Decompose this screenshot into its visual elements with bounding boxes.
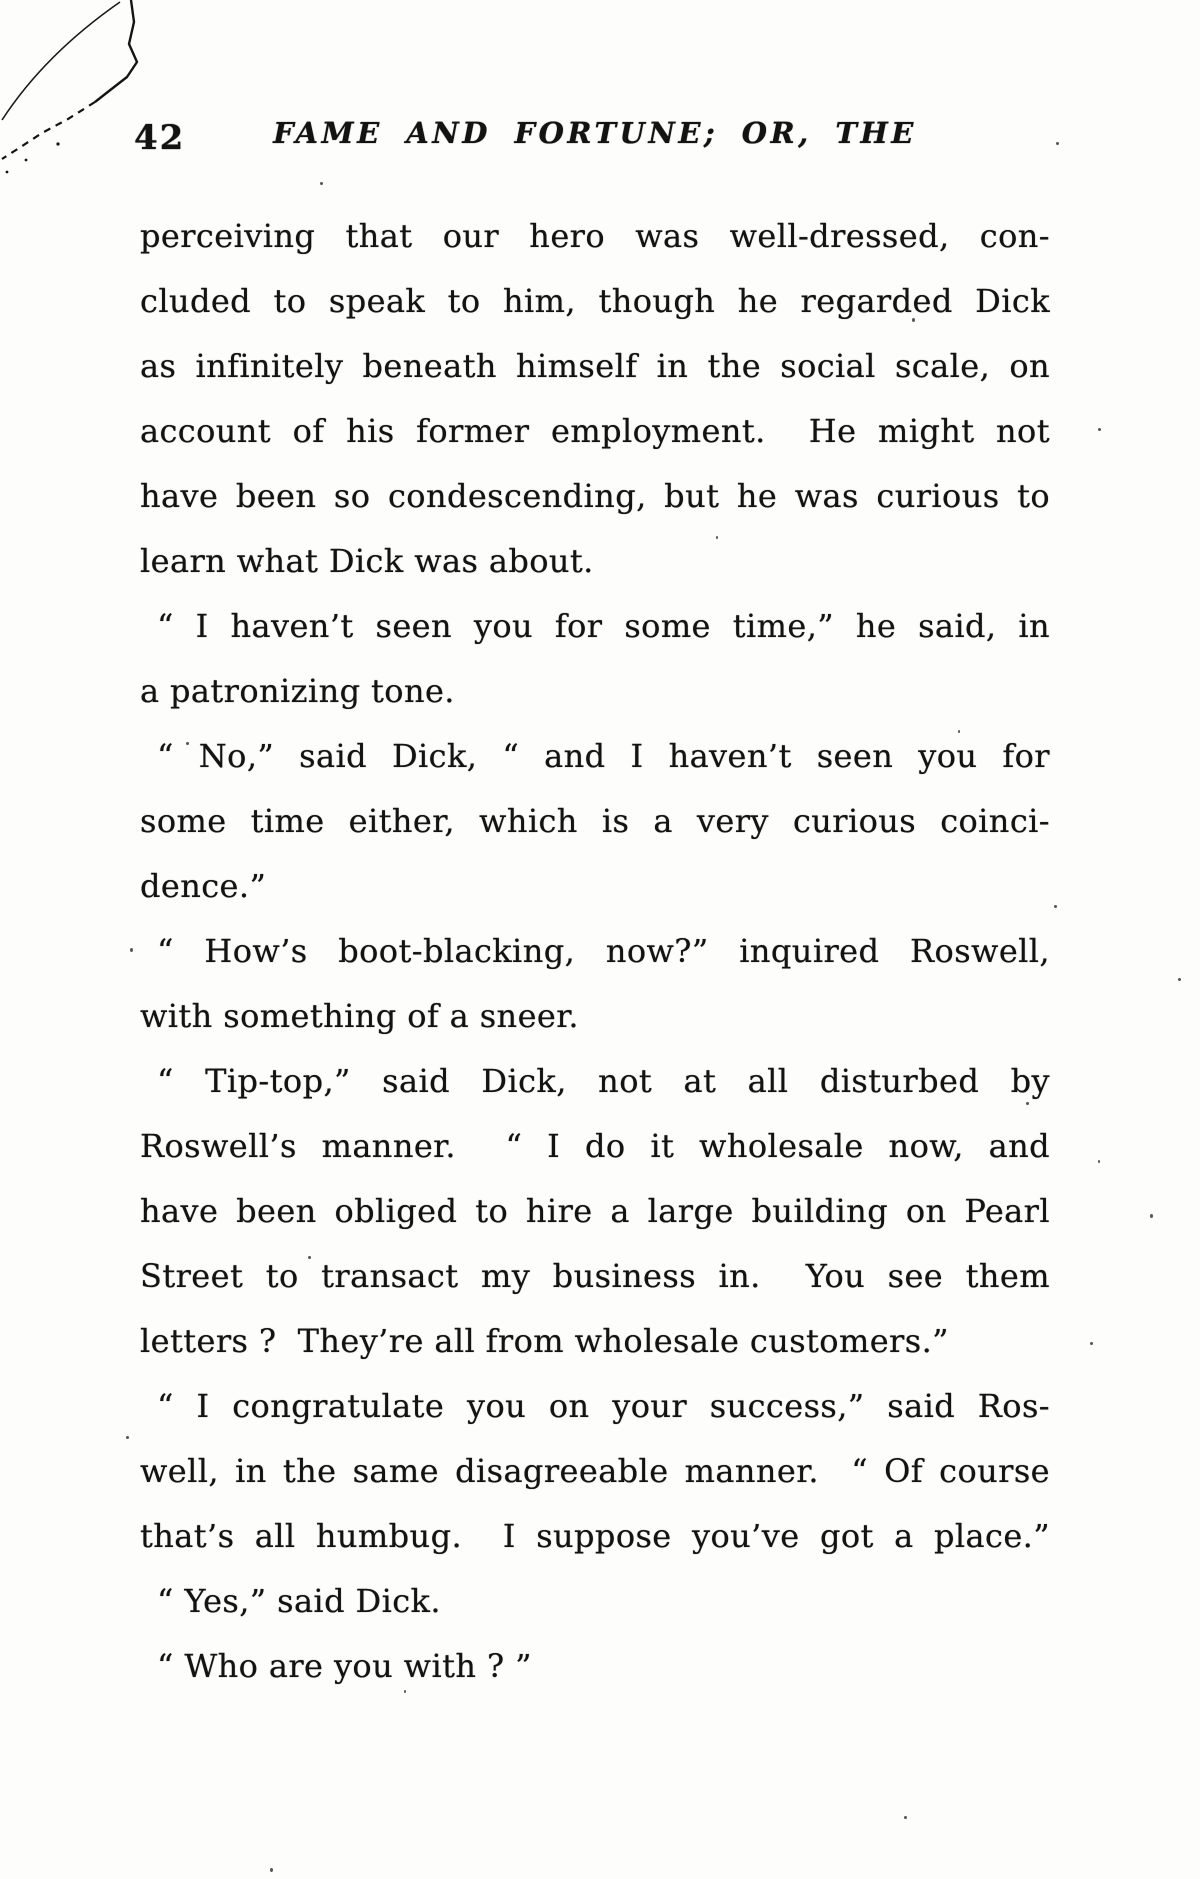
text-line: Roswell’s manner. “ I do it wholesale now, and — [140, 1127, 1050, 1165]
page-text — [140, 204, 1050, 1699]
dust-speck — [1150, 1214, 1153, 1218]
dust-speck — [270, 1868, 273, 1872]
text-line: cluded to speak to him, though he regarded Dick — [140, 282, 1050, 320]
paragraph — [140, 1569, 1050, 1634]
page-header — [134, 116, 1050, 160]
dust-speck — [1090, 1342, 1093, 1345]
dust-speck — [904, 1816, 907, 1819]
text-line: “ Who are you with ? ” — [157, 1647, 532, 1685]
dust-speck — [1054, 905, 1057, 908]
paragraph — [140, 724, 1050, 919]
text-line: Street to transact my business in. You see them — [140, 1257, 1050, 1295]
dust-speck — [1178, 978, 1181, 981]
paragraph — [140, 1049, 1050, 1374]
page-number: 42 — [134, 118, 186, 158]
text-line: “ Tip-top,” said Dick, not at all disturbed by — [157, 1062, 1050, 1100]
text-line: learn what Dick was about. — [140, 542, 594, 580]
text-line: “ I congratulate you on your success,” said Ros- — [157, 1387, 1050, 1425]
text-line: letters ? They’re all from wholesale customers.” — [140, 1322, 949, 1360]
paragraph — [140, 919, 1050, 1049]
paragraph — [140, 594, 1050, 724]
paragraph — [140, 1634, 1050, 1699]
dust-speck — [1056, 142, 1059, 145]
text-line: “ How’s boot-blacking, now?” inquired Roswell, — [157, 932, 1050, 970]
text-line: some time either, which is a very curious coinci- — [140, 802, 1050, 840]
text-line: account of his former employment. He might not — [140, 412, 1050, 450]
paragraph — [140, 1374, 1050, 1569]
text-line: have been obliged to hire a large building on Pearl — [140, 1192, 1050, 1230]
text-line: well, in the same disagreeable manner. “ Of course — [140, 1452, 1050, 1490]
paragraph — [140, 204, 1050, 594]
dust-speck — [126, 1436, 129, 1439]
text-line: dence.” — [140, 867, 267, 905]
dust-speck — [1098, 1160, 1100, 1163]
text-line: that’s all humbug. I suppose you’ve got a place.” — [140, 1517, 1050, 1555]
text-line: perceiving that our hero was well-dressed, con- — [140, 217, 1050, 255]
text-line: have been so condescending, but he was curious to — [140, 477, 1050, 515]
text-line: “ Yes,” said Dick. — [157, 1582, 441, 1620]
dust-speck — [1098, 428, 1101, 431]
dust-speck — [320, 182, 323, 185]
text-line: a patronizing tone. — [140, 672, 455, 710]
text-line: with something of a sneer. — [140, 997, 579, 1035]
text-line: “ I haven’t seen you for some time,” he said, in — [157, 607, 1050, 645]
text-line: as infinitely beneath himself in the social scale, on — [140, 347, 1050, 385]
running-title: FAME AND FORTUNE; OR, THE — [273, 116, 917, 150]
dust-speck — [130, 948, 133, 952]
text-line: “ No,” said Dick, “ and I haven’t seen you for — [157, 737, 1050, 775]
